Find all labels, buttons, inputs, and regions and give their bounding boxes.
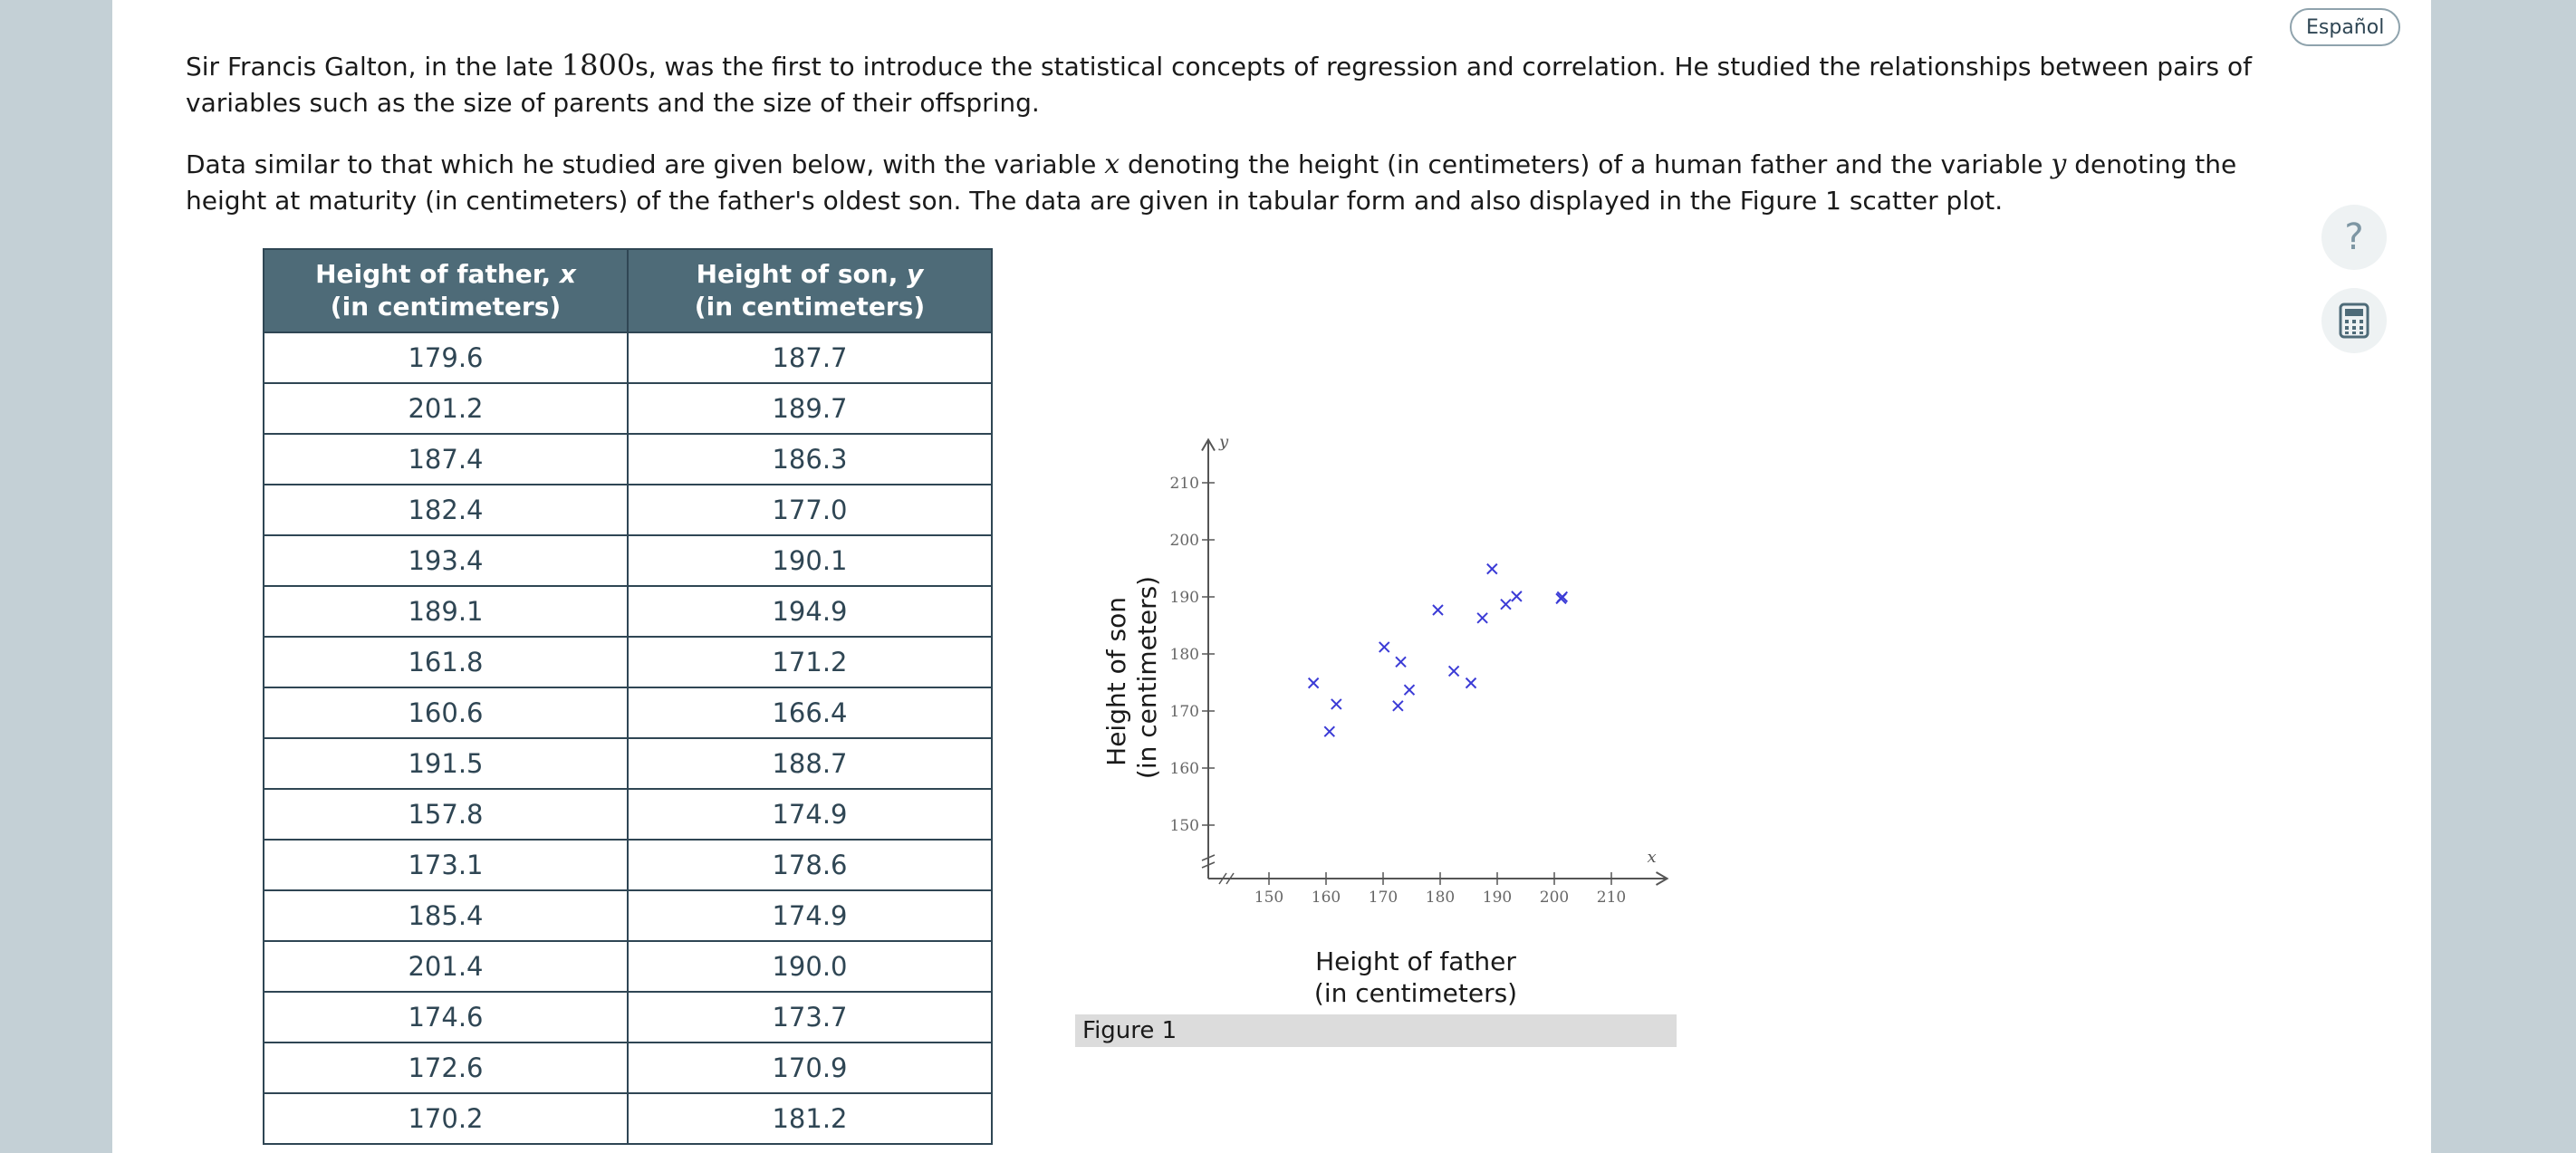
y-axis-variable: y xyxy=(1219,432,1229,452)
table-row xyxy=(264,535,992,586)
data-point xyxy=(1404,685,1414,695)
table-row xyxy=(264,738,992,789)
x-tick-label: 160 xyxy=(1311,889,1341,907)
data-point xyxy=(1324,726,1334,736)
cell-son-height: 177.0 xyxy=(628,485,992,535)
cell-father-height: 191.5 xyxy=(264,738,628,789)
cell-son-height: 166.4 xyxy=(628,687,992,738)
column-header-father xyxy=(264,249,628,332)
cell-son-height: 174.9 xyxy=(628,789,992,840)
data-table xyxy=(263,248,993,1145)
table-row xyxy=(264,789,992,840)
cell-son-height: 170.9 xyxy=(628,1043,992,1093)
data-point xyxy=(1449,666,1459,676)
x-tick-label: 210 xyxy=(1596,889,1627,907)
intro-text-end: s, was the first to introduce the statistical concepts of regression and correlation. He studied the relationships between pairs of variables such as the size of parents and the size of their offspring. xyxy=(186,52,2253,118)
y-tick-label: 210 xyxy=(1169,475,1199,493)
y-tick-label: 200 xyxy=(1169,532,1199,550)
x-tick-label: 190 xyxy=(1482,889,1513,907)
cell-father-height: 193.4 xyxy=(264,535,628,586)
table-row xyxy=(264,1043,992,1093)
data-point xyxy=(1501,600,1511,610)
table-row xyxy=(264,586,992,637)
cell-father-height: 182.4 xyxy=(264,485,628,535)
column-header-son xyxy=(628,249,992,332)
cell-father-height: 172.6 xyxy=(264,1043,628,1093)
cell-son-height: 186.3 xyxy=(628,434,992,485)
cell-son-height: 188.7 xyxy=(628,738,992,789)
cell-father-height: 160.6 xyxy=(264,687,628,738)
table-row xyxy=(264,992,992,1043)
variable-x: x xyxy=(1104,149,1120,180)
y-axis-title xyxy=(1101,576,1162,779)
table-row xyxy=(264,383,992,434)
table-row xyxy=(264,687,992,738)
data-point xyxy=(1309,678,1319,688)
cell-son-height: 189.7 xyxy=(628,383,992,434)
calculator-button[interactable] xyxy=(2321,288,2387,353)
table-row xyxy=(264,434,992,485)
data-point xyxy=(1331,699,1341,709)
y-tick-label: 170 xyxy=(1169,703,1199,721)
cell-father-height: 161.8 xyxy=(264,637,628,687)
cell-son-height: 187.7 xyxy=(628,332,992,383)
cell-father-height: 174.6 xyxy=(264,992,628,1043)
column-header-father-unit: (in centimeters) xyxy=(330,292,562,322)
data-point xyxy=(1379,642,1389,652)
cell-son-height: 181.2 xyxy=(628,1093,992,1144)
cell-father-height: 179.6 xyxy=(264,332,628,383)
column-header-son-unit: (in centimeters) xyxy=(694,292,926,322)
figure-caption: Figure 1 xyxy=(1075,1014,1677,1047)
data-point xyxy=(1433,605,1443,615)
data-point xyxy=(1512,591,1522,601)
y-tick-label: 160 xyxy=(1169,760,1199,778)
variable-y: y xyxy=(2051,149,2067,180)
intro-paragraph xyxy=(186,47,2269,121)
cell-son-height: 194.9 xyxy=(628,586,992,637)
cell-father-height: 173.1 xyxy=(264,840,628,890)
cell-father-height: 189.1 xyxy=(264,586,628,637)
y-axis-title-line1: Height of son xyxy=(1101,597,1131,766)
column-header-father-label: Height of father, xyxy=(315,259,560,289)
x-tick-label: 170 xyxy=(1368,889,1399,907)
x-axis-variable: x xyxy=(1647,848,1657,867)
cell-son-height: 171.2 xyxy=(628,637,992,687)
cell-father-height: 187.4 xyxy=(264,434,628,485)
y-axis-title-line2: (in centimeters) xyxy=(1132,575,1162,780)
data-point xyxy=(1477,613,1487,623)
x-axis-title-line1: Height of father xyxy=(1315,946,1516,976)
description-text-2: denoting the height (in centimeters) of a human father and the variable xyxy=(1120,149,2052,179)
x-tick-label: 150 xyxy=(1254,889,1284,907)
y-tick-label: 180 xyxy=(1169,646,1199,664)
help-button[interactable] xyxy=(2321,205,2387,270)
intro-year-math: 1800 xyxy=(561,48,636,82)
data-point xyxy=(1393,701,1403,711)
description-text-1: Data similar to that which he studied are given below, with the variable xyxy=(186,149,1105,179)
y-tick-label: 150 xyxy=(1169,817,1199,835)
table-row xyxy=(264,332,992,383)
cell-father-height: 170.2 xyxy=(264,1093,628,1144)
table-row xyxy=(264,485,992,535)
column-header-father-var: x xyxy=(559,259,576,289)
cell-father-height: 157.8 xyxy=(264,789,628,840)
y-tick-label: 190 xyxy=(1169,589,1199,607)
x-axis-title-line2: (in centimeters) xyxy=(1313,978,1518,1008)
cell-son-height: 178.6 xyxy=(628,840,992,890)
description-paragraph xyxy=(186,147,2269,219)
cell-son-height: 190.1 xyxy=(628,535,992,586)
language-toggle-button[interactable]: Español xyxy=(2290,8,2400,46)
cell-son-height: 174.9 xyxy=(628,890,992,941)
data-point xyxy=(1396,657,1406,667)
data-point xyxy=(1466,678,1476,688)
table-row xyxy=(264,941,992,992)
table-row xyxy=(264,1093,992,1144)
table-row xyxy=(264,890,992,941)
scatter-plot xyxy=(1069,408,1703,1014)
cell-father-height: 201.2 xyxy=(264,383,628,434)
intro-text-start: Sir Francis Galton, in the late xyxy=(186,52,562,82)
x-tick-label: 200 xyxy=(1539,889,1570,907)
calculator-icon xyxy=(2339,303,2369,339)
table-header-row xyxy=(264,249,992,332)
cell-son-height: 190.0 xyxy=(628,941,992,992)
table-row xyxy=(264,840,992,890)
question-mark-icon: ? xyxy=(2344,216,2364,258)
table-body xyxy=(264,332,992,1144)
x-tick-label: 180 xyxy=(1425,889,1456,907)
cell-father-height: 185.4 xyxy=(264,890,628,941)
table-row xyxy=(264,637,992,687)
cell-father-height: 201.4 xyxy=(264,941,628,992)
data-point xyxy=(1487,564,1497,574)
description-text-3: denoting the height at maturity (in centimeters) of the father's oldest son. The data are given in tabular form and also displayed in the Figure 1 scatter plot. xyxy=(186,149,2237,216)
cell-son-height: 173.7 xyxy=(628,992,992,1043)
column-header-son-label: Height of son, xyxy=(696,259,908,289)
column-header-son-var: y xyxy=(907,259,924,289)
